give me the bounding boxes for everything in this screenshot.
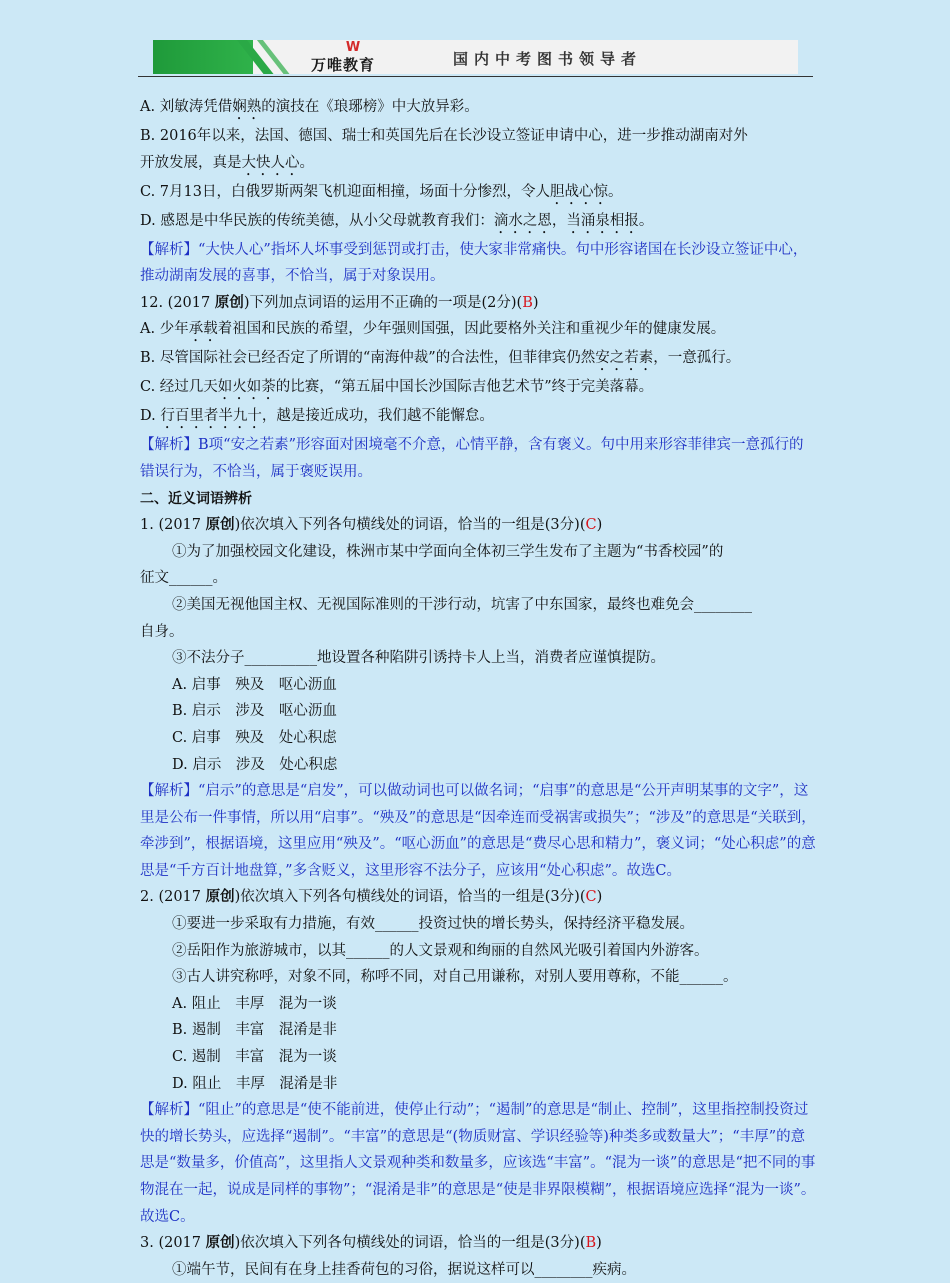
q12-option-b: B. 尽管国际社会已经否定了所谓的“南海仲裁”的合法性，但菲律宾仍然安之若素，一意孤行。	[140, 350, 741, 367]
logo-text: 万唯教育	[311, 56, 376, 74]
header-divider	[138, 76, 813, 77]
header-banner	[153, 40, 798, 74]
logo-mark-icon: W	[345, 40, 359, 55]
q12-option-d: D. 行百里者半九十，越是接近成功，我们越不能懈怠。	[140, 408, 494, 425]
q1-sentence-1-cont: 征文______。	[140, 570, 227, 587]
q12-answer: B	[522, 294, 533, 311]
q1-sentence-2-cont: 自身。	[140, 623, 184, 640]
q11-option-b: B. 2016年以来，法国、德国、瑞士和英国先后在长沙设立签证申请中心，进一步推动湖南对外 开放发展，真是大快人心。	[140, 128, 748, 171]
q2-option: A. 阻止 丰厚 混为一谈	[172, 995, 337, 1012]
q1-stem: 1. (2017 原创)依次填入下列各句横线处的词语，恰当的一组是(3分)(C)	[140, 517, 603, 534]
q11-option-c: C. 7月13日，白俄罗斯两架飞机迎面相撞，场面十分惨烈，令人胆战心惊。	[140, 183, 623, 200]
q1-analysis: 【解析】“启示”的意思是“启发”，可以做动词也可以做名词；“启事”的意思是“公开声明某事的文字”，这里是公布一件事情，所以用“启事”。“殃及”的意思是“因牵连而受祸害或损失”；“涉及”的意思是“关联到，牵涉到”，根据语境，这里应用“殃及”。“呕心沥血”的意思是“费尽心思和精力”，褒义词；“处心积虑”的意思是“千方百计地盘算，”多含贬义，这里形容不法分子，应该用“处心积虑”。故选C。	[140, 783, 816, 879]
header-slogan: 国内中考图书领导者	[453, 50, 643, 68]
q1-sentence-1: ①为了加强校园文化建设，株洲市某中学面向全体初三学生发布了主题为“书香校园”的	[172, 543, 724, 560]
q11-option-d: D. 感恩是中华民族的传统美德，从小父母就教育我们：滴水之恩，当涌泉相报。	[140, 212, 654, 229]
q1-answer: C	[585, 517, 597, 534]
q2-sentence-1: ①要进一步采取有力措施，有效______投资过快的增长势头，保持经济平稳发展。	[172, 916, 694, 933]
section-heading: 二、近义词语辨析	[140, 490, 252, 507]
q2-analysis: 【解析】“阻止”的意思是“使不能前进，使停止行动”；“遏制”的意思是“制止、控制”，这里指控制投资过快的增长势头，应选择“遏制”。“丰富”的意思是“(物质财富、学识经验等)种类多或数量大”；“丰厚”的意思是“数量多，价值高”，这里指人文景观种类和数量多，应该选“丰富”。“混为一谈”的意思是“把不同的事物混在一起，说成是同样的事物”；“混淆是非”的意思是“使是非界限模糊”，根据语境应选择“混为一谈”。故选C。	[140, 1102, 816, 1225]
q12-analysis: 【解析】B项“安之若素”形容面对困境毫不介意，心情平静，含有褒义。句中用来形容菲律宾一意孤行的错误行为，不恰当，属于褒贬误用。	[140, 437, 804, 480]
q11-option-a: A. 刘敏涛凭借娴熟的演技在《琅琊榜》中大放异彩。	[140, 99, 479, 115]
q1-option: B. 启示 涉及 呕心沥血	[172, 703, 337, 720]
q12-option-a: A. 少年承载着祖国和民族的希望，少年强则国强，因此要格外关注和重视少年的健康发展。	[140, 321, 726, 338]
q12-option-c: C. 经过几天如火如荼的比赛，“第五届中国长沙国际吉他艺术节”终于完美落幕。	[140, 379, 654, 396]
q11-analysis: 【解析】“大快人心”指坏人坏事受到惩罚或打击，使大家非常痛快。句中形容诸国在长沙设立签证中心，推动湖南发展的喜事，不恰当，属于对象误用。	[140, 241, 808, 285]
q2-option: C. 遏制 丰富 混为一谈	[172, 1049, 337, 1066]
document-body	[140, 94, 816, 1283]
q3-stem: 3. (2017 原创)依次填入下列各句横线处的词语，恰当的一组是(3分)(B)	[140, 1235, 602, 1252]
q3-sentence-1: ①端午节，民间有在身上挂香荷包的习俗，据说这样可以________疾病。	[172, 1261, 636, 1278]
q2-stem: 2. (2017 原创)依次填入下列各句横线处的词语，恰当的一组是(3分)(C)	[140, 889, 603, 906]
q2-option: B. 遏制 丰富 混淆是非	[172, 1022, 337, 1039]
q12-stem: 12. (2017 原创)下列加点词语的运用不正确的一项是(2分)(B)	[140, 294, 539, 311]
q3-answer: B	[585, 1235, 597, 1252]
q2-sentence-2: ②岳阳作为旅游城市，以其______的人文景观和绚丽的自然风光吸引着国内外游客。	[172, 942, 709, 959]
q1-option: D. 启示 涉及 处心积虑	[172, 756, 338, 773]
banner-green-block	[153, 40, 253, 74]
q2-sentence-3: ③古人讲究称呼，对象不同，称呼不同，对自己用谦称，对别人要用尊称，不能______。	[172, 969, 738, 986]
q1-sentence-2: ②美国无视他国主权、无视国际准则的干涉行动，坑害了中东国家，最终也难免会________	[172, 596, 752, 613]
q1-option: A. 启事 殃及 呕心沥血	[172, 676, 337, 693]
q1-option: C. 启事 殃及 处心积虑	[172, 729, 337, 746]
q1-sentence-3: ③不法分子__________地设置各种陷阱引诱持卡人上当，消费者应谨慎提防。	[172, 650, 665, 667]
q2-answer: C	[585, 889, 597, 906]
q2-option: D. 阻止 丰厚 混淆是非	[172, 1075, 338, 1092]
